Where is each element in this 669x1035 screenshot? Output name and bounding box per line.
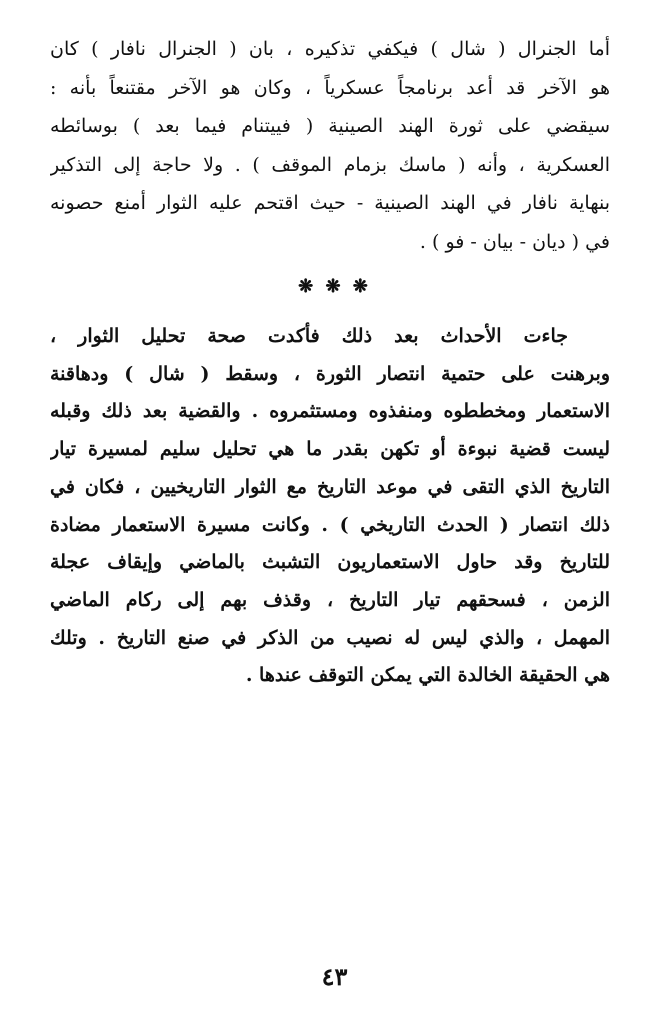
- paragraph-2: [50, 318, 610, 695]
- text-line: التاريخ الذي التقى في موعد التاريخ مع الثوار التاريخيين ، فكان في: [50, 475, 610, 498]
- page-number: ٤٣: [321, 962, 348, 991]
- text-line: جاءت الأحداث بعد ذلك فأكدت صحة تحليل الثوار ،: [50, 325, 568, 347]
- text-line: أما الجنرال ( شال ) فيكفي تذكيره ، بان ( الجنرال نافار ) كان: [50, 38, 610, 60]
- text-line: في ( ديان - بيان - فو ) .: [419, 230, 610, 253]
- text-line: العسكرية ، وأنه ( ماسك بزمام الموقف ) . ولا حاجة إلى التذكير: [50, 153, 610, 176]
- text-line: ذلك انتصار ( الحدث التاريخي ) . وكانت مسيرة الاستعمار مضادة: [50, 513, 610, 536]
- text-line: الاستعمار ومخططوه ومنفذوه ومستثمروه . والقضية بعد ذلك وقبله: [50, 400, 610, 423]
- paragraph-1: [50, 30, 610, 261]
- text-line: الزمن ، فسحقهم تيار التاريخ ، وقذف بهم إلى ركام الماضي: [50, 588, 610, 611]
- text-line: ليست قضية نبوءة أو تكهن بقدر ما هي تحليل سليم لمسيرة تيار: [50, 438, 610, 461]
- text-line: بنهاية نافار في الهند الصينية - حيث اقتحم عليه الثوار أمنع حصونه: [50, 192, 610, 214]
- section-separator: ❋ ❋ ❋: [298, 276, 371, 297]
- text-line: المهمل ، والذي ليس له نصيب من الذكر في صنع التاريخ . وتلك: [50, 626, 610, 649]
- text-line: هو الآخر قد أعد برنامجاً عسكرياً ، وكان هو الآخر مقتنعاً بأنه :: [50, 76, 610, 99]
- text-line: وبرهنت على حتمية انتصار الثورة ، وسقط ( شال ) ودهاقنة: [50, 362, 610, 385]
- text-line: للتاريخ وقد حاول الاستعماريون التشبث بالماضي وإيقاف عجلة: [50, 551, 610, 574]
- text-line: هي الحقيقة الخالدة التي يمكن التوقف عندها .: [245, 664, 610, 687]
- text-line: سيقضي على ثورة الهند الصينية ( فييتنام فيما بعد ) بوسائطه: [50, 115, 610, 137]
